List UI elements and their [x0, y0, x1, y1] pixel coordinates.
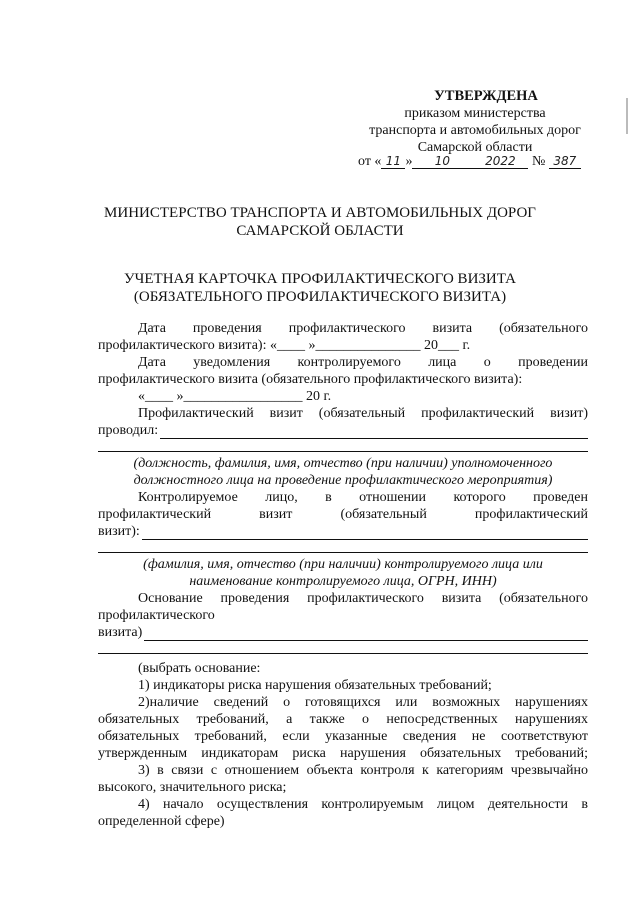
conducted-label: проводил: [98, 423, 159, 438]
basis-option-3-line-1: 3) в связи с отношением объекта контроля к категориям чрезвычайно [138, 763, 588, 778]
ministry-heading [0, 204, 640, 240]
official-hint-line-2: должностного лица на проведение профилактического мероприятия) [133, 473, 553, 488]
basis-option-2-line-1: 2)наличие сведений о готовящихся или возможных нарушениях [138, 695, 588, 710]
ministry-line-1: МИНИСТЕРСТВО ТРАНСПОРТА И АВТОМОБИЛЬНЫХ ДОРОГ [104, 205, 536, 221]
approval-heading: УТВЕРЖДЕНА [434, 88, 538, 104]
basis-option-3-line-2: высокого, значительного риска; [98, 780, 287, 795]
conducted-blank-2 [98, 439, 588, 452]
basis-option-2-line-2: обязательных требований, а также о непосредственных нарушениях [98, 712, 588, 727]
conducted-line-1: Профилактический визит (обязательный профилактический визит) [138, 406, 588, 421]
approval-block [350, 88, 600, 156]
approval-line-2: транспорта и автомобильных дорог [369, 123, 581, 138]
title-line-2: (ОБЯЗАТЕЛЬНОГО ПРОФИЛАКТИЧЕСКОГО ВИЗИТА) [133, 289, 507, 305]
order-close-quote: » [405, 154, 413, 169]
document-title [0, 270, 640, 306]
visit-date-line-2: профилактического визита): «____ »_______________ 20___ г. [98, 338, 471, 353]
order-number: 387 [549, 154, 581, 169]
basis-option-2-line-3: обязательных требований, если указанные сведения не соответствуют [98, 729, 588, 744]
controlled-hint-line-2: наименование контролируемого лица, ОГРН, ИНН) [189, 574, 497, 589]
controlled-blank-2 [98, 540, 588, 553]
basis-option-4-line-2: определенной сфере) [98, 814, 225, 829]
basis-line-2: профилактического [98, 608, 215, 623]
order-number-label: № [531, 154, 546, 169]
controlled-line-3 [98, 523, 588, 540]
notify-date-line-3: «____ »_________________ 20 г. [138, 389, 332, 404]
conducted-blank [160, 425, 588, 439]
conducted-line-2 [98, 422, 588, 439]
controlled-line-2: профилактический визит (обязательный профилактический [98, 507, 588, 522]
basis-line-3 [98, 624, 588, 641]
controlled-blank [142, 526, 588, 540]
choose-basis-label: (выбрать основание: [138, 661, 261, 676]
approval-line-1: приказом министерства [404, 106, 546, 121]
basis-label: визита) [98, 625, 143, 640]
order-from-label: от « [358, 154, 382, 169]
ministry-line-2: САМАРСКОЙ ОБЛАСТИ [236, 223, 404, 239]
basis-blank-2 [98, 641, 588, 654]
form-body [98, 320, 588, 830]
order-month: 10 [412, 154, 472, 169]
visit-date-line-1: Дата проведения профилактического визита (обязательного [138, 321, 588, 336]
scan-edge-mark [626, 98, 628, 134]
order-year: 2022 [472, 154, 528, 169]
basis-line-1: Основание проведения профилактического визита (обязательного [138, 591, 588, 606]
order-day: 11 [381, 154, 405, 169]
title-line-1: УЧЕТНАЯ КАРТОЧКА ПРОФИЛАКТИЧЕСКОГО ВИЗИТА [124, 271, 516, 287]
order-reference [358, 154, 581, 170]
official-hint-line-1: (должность, фамилия, имя, отчество (при наличии) уполномоченного [133, 456, 553, 471]
controlled-hint-line-1: (фамилия, имя, отчество (при наличии) контролируемого лица или [143, 557, 543, 572]
notify-date-line-2: профилактического визита (обязательного профилактического визита): [98, 372, 523, 387]
basis-option-1: 1) индикаторы риска нарушения обязательных требований; [138, 678, 492, 693]
basis-option-4-line-1: 4) начало осуществления контролируемым лицом деятельности в [138, 797, 588, 812]
approval-line-3: Самарской области [417, 140, 533, 155]
controlled-label: визит): [98, 524, 140, 539]
controlled-line-1: Контролируемое лицо, в отношении которого проведен [138, 490, 588, 505]
basis-option-2-line-4: утвержденным индикаторам риска нарушения обязательных требований; [98, 746, 588, 761]
basis-blank [144, 627, 588, 641]
notify-date-line-1: Дата уведомления контролируемого лица о проведении [138, 355, 588, 370]
